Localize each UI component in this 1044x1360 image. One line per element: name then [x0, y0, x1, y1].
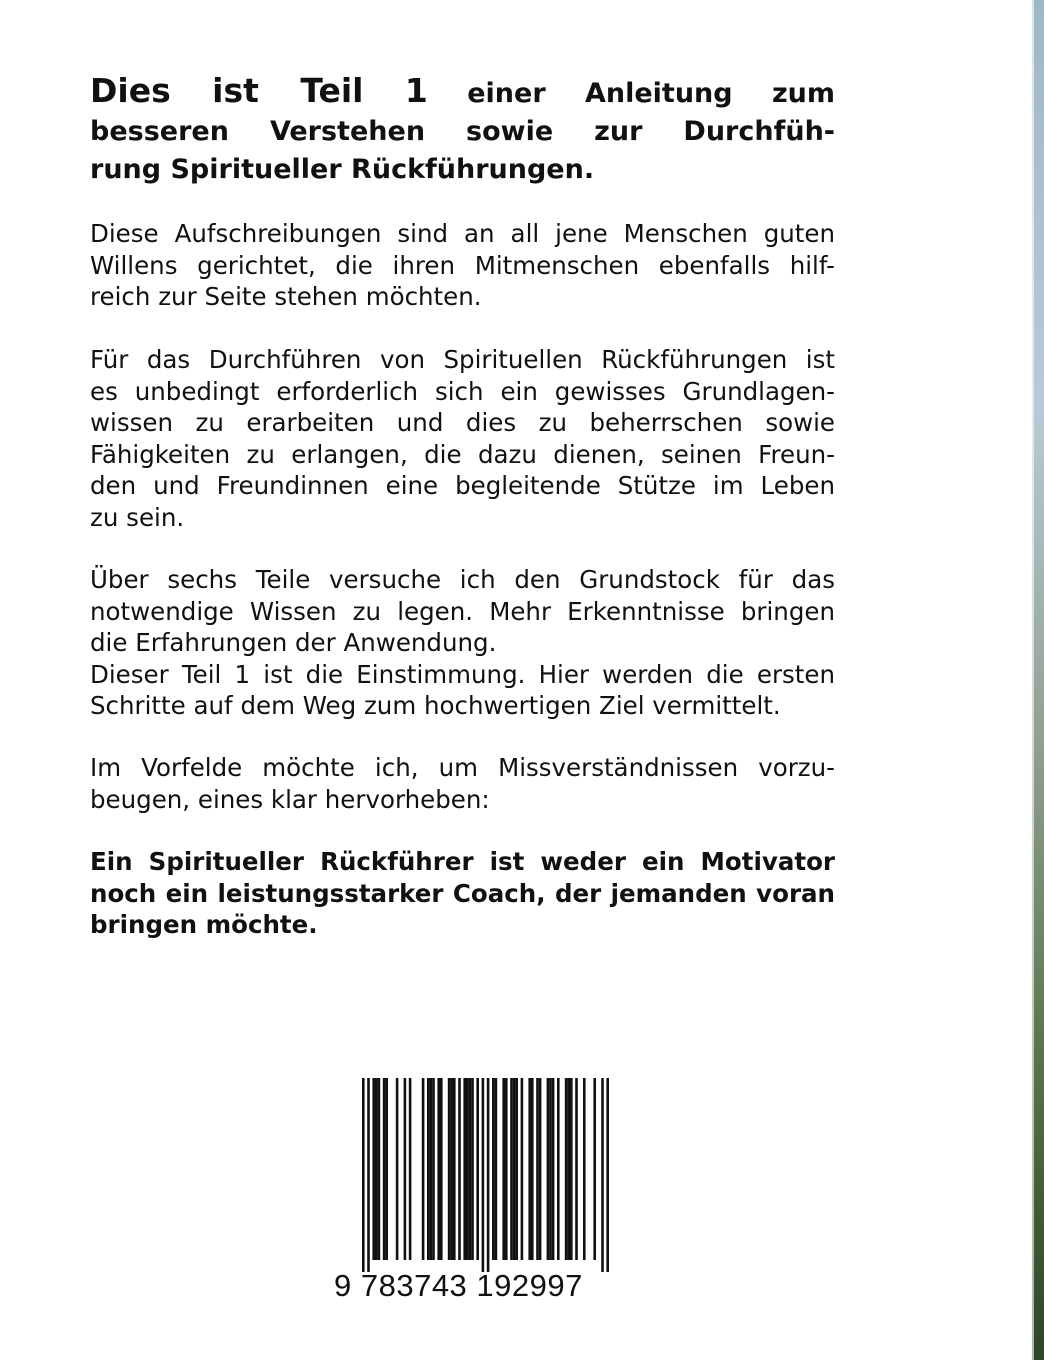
barcode-bar	[536, 1078, 539, 1260]
heading-line-1-rest: einer Anleitung zum	[467, 78, 836, 109]
barcode-bar	[432, 1078, 435, 1260]
barcode-bar	[606, 1078, 609, 1272]
barcode-bar	[385, 1078, 388, 1260]
barcode-bar	[505, 1078, 508, 1260]
barcode-bar	[521, 1078, 524, 1260]
text-line: Über sechs Teile versuche ich den Grundstock für das	[90, 565, 835, 594]
paragraph-preface	[90, 752, 835, 815]
text-line: reich zur Seite stehen möchten.	[90, 282, 482, 311]
barcode-bar	[448, 1078, 451, 1260]
barcode-bar	[430, 1078, 433, 1260]
barcode-bar	[469, 1078, 472, 1260]
text-line: Dieser Teil 1 ist die Einstimmung. Hier werden die ersten	[90, 659, 835, 689]
barcode-bar	[404, 1078, 407, 1260]
barcode-bar	[557, 1078, 560, 1260]
barcode-bar	[539, 1078, 542, 1260]
text-line: beugen, eines klar hervorheben:	[90, 784, 490, 814]
barcode-bar	[466, 1078, 469, 1260]
cover-edge-photo-strip	[1032, 0, 1044, 1360]
heading-line-3: rung Spiritueller Rückführungen.	[90, 154, 595, 185]
text-line: zu sein.	[90, 502, 185, 532]
text-line: die Erfahrungen der Anwendung.	[90, 628, 497, 657]
barcode-bar	[367, 1078, 370, 1272]
barcode-bar	[378, 1078, 381, 1260]
barcode-bar	[552, 1078, 555, 1260]
barcode-bar	[565, 1078, 568, 1260]
barcode-bar	[450, 1078, 453, 1260]
paragraph-requirements	[90, 344, 835, 533]
barcode-bars	[330, 1072, 630, 1272]
text-line: wissen zu erarbeiten und dies zu beherrschen sowie	[90, 408, 835, 437]
text-line: notwendige Wissen zu legen. Mehr Erkenntnisse bringen	[90, 596, 835, 626]
barcode-bar	[495, 1078, 498, 1260]
barcode-bar	[502, 1078, 505, 1260]
barcode-bar	[567, 1078, 570, 1260]
barcode-bar	[531, 1078, 534, 1260]
barcode-bar	[515, 1078, 518, 1260]
paragraph-emphasis	[90, 846, 835, 941]
barcode-bar	[437, 1078, 440, 1260]
isbn-digits: 9 783743 192997	[334, 1268, 583, 1303]
barcode-bar	[593, 1078, 596, 1260]
barcode-bar	[570, 1078, 573, 1260]
heading-lead: Dies ist Teil 1	[90, 71, 428, 110]
barcode-bar	[513, 1078, 516, 1260]
isbn-barcode	[330, 1072, 630, 1312]
text-line: Willens gerichtet, die ihren Mitmenschen ebenfalls hilf-	[90, 250, 835, 280]
paragraph-audience	[90, 218, 835, 313]
barcode-bar	[487, 1078, 490, 1272]
barcode-bar	[601, 1078, 604, 1272]
barcode-bar	[549, 1078, 552, 1260]
barcode-bar	[427, 1078, 430, 1260]
barcode-bar	[547, 1078, 550, 1260]
barcode-bar	[528, 1078, 531, 1260]
barcode-bar	[422, 1078, 425, 1260]
text-line: Im Vorfelde möchte ich, um Missverständnissen vorzu-	[90, 753, 835, 782]
text-line: voran bringen möchte.	[90, 878, 835, 939]
text-line: Für das Durchführen von Spirituellen Rückführungen ist	[90, 345, 835, 374]
barcode-bar	[476, 1078, 479, 1260]
edge-highlight	[1032, 0, 1034, 1360]
barcode-bar	[583, 1078, 586, 1260]
heading-line-2: besseren Verstehen sowie zur Durchfüh-	[90, 116, 835, 147]
text-line: Schritte auf dem Weg zum hochwertigen Ziel vermittelt.	[90, 691, 781, 720]
barcode-bar	[471, 1078, 474, 1260]
text-line: Diese Aufschreibungen sind an all jene Menschen guten	[90, 219, 835, 248]
paragraph-series-overview	[90, 564, 835, 722]
barcode-bar	[409, 1078, 412, 1260]
text-line: Ein Spiritueller Rückführer ist weder ein Motivator	[90, 847, 835, 876]
text-line: noch ein leistungsstarker Coach, der jemanden	[90, 878, 747, 908]
heading-line-1	[90, 72, 835, 113]
barcode-bar	[458, 1078, 461, 1260]
barcode-bar	[463, 1078, 466, 1260]
text-line: es unbedingt erforderlich sich ein gewisses Grundlagen-	[90, 376, 835, 406]
barcode-bar	[362, 1078, 365, 1272]
barcode-bar	[510, 1078, 513, 1260]
barcode-bar	[453, 1078, 456, 1260]
barcode-bar	[372, 1078, 375, 1260]
barcode-bar	[396, 1078, 399, 1260]
text-line: den und Freundinnen eine begleitende Stütze im Leben	[90, 471, 835, 500]
barcode-bar	[375, 1078, 378, 1260]
barcode-bar	[383, 1078, 386, 1260]
intro-heading	[90, 72, 835, 189]
barcode-bar	[492, 1078, 495, 1260]
text-line: Fähigkeiten zu erlangen, die dazu dienen, seinen Freun-	[90, 439, 835, 469]
barcode-bar	[575, 1078, 578, 1260]
barcode-bar	[482, 1078, 485, 1272]
barcode-bar	[440, 1078, 443, 1260]
